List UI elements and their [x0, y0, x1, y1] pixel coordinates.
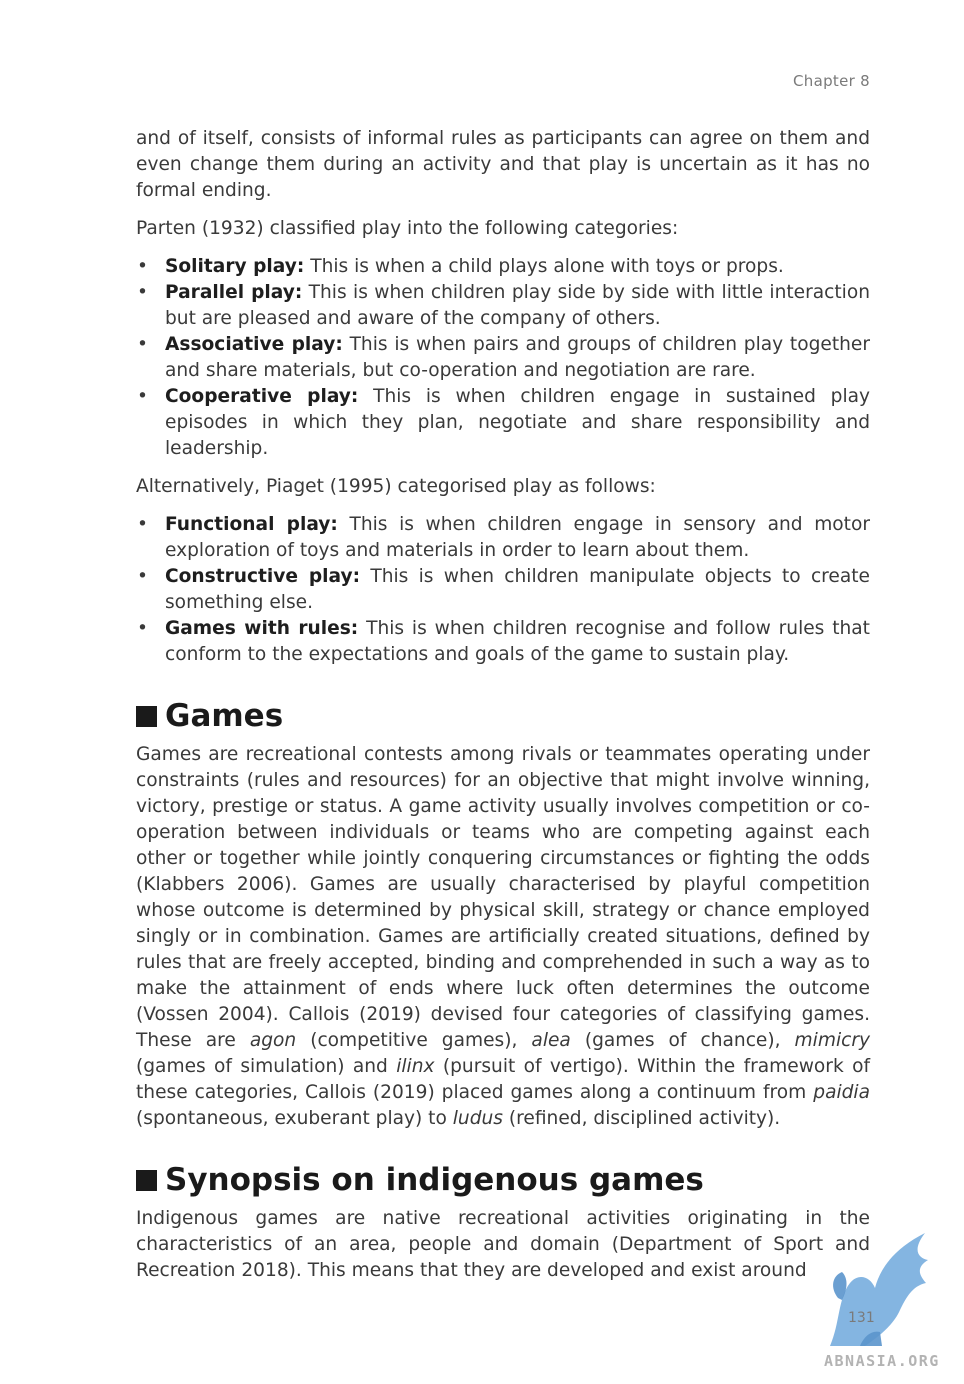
- winged-lion-logo-icon: [820, 1228, 930, 1353]
- list-item: • Associative play: This is when pairs and groups of children play together and share materials, but co-operation and negotiation are rare.: [136, 332, 870, 384]
- synopsis-paragraph: Indigenous games are native recreational activities originating in the characteristics of an area, people and domain (Department of Sport and Recreation 2018). This means that they are developed and exist around: [136, 1208, 870, 1281]
- list-item: • Cooperative play: This is when children engage in sustained play episodes in which they plan, negotiate and share responsibility and leadership.: [136, 384, 870, 462]
- square-bullet-icon: [136, 706, 157, 727]
- piaget-list: [136, 512, 870, 668]
- games-heading: Games: [136, 696, 870, 736]
- chapter-header: Chapter 8: [793, 72, 870, 90]
- intro-paragraph: and of itself, consists of informal rules as participants can agree on them and even change them during an activity and that play is uncertain as it has no formal ending.: [136, 128, 870, 201]
- list-item: • Constructive play: This is when children manipulate objects to create something else.: [136, 564, 870, 616]
- list-item: • Games with rules: This is when children recognise and follow rules that conform to the expectations and goals of the game to sustain play.: [136, 616, 870, 668]
- square-bullet-icon: [136, 1170, 157, 1191]
- parten-list: [136, 254, 870, 462]
- piaget-intro: Alternatively, Piaget (1995) categorised play as follows:: [136, 476, 656, 497]
- list-item: • Parallel play: This is when children play side by side with little interaction but are pleased and aware of the company of others.: [136, 280, 870, 332]
- list-item: • Functional play: This is when children engage in sensory and motor exploration of toys and materials in order to learn about them.: [136, 512, 870, 564]
- page-content: [136, 126, 870, 1284]
- synopsis-heading: Synopsis on indigenous games: [136, 1160, 870, 1200]
- games-paragraph: Games are recreational contests among rivals or teammates operating under constraints (rules and resources) for an objective that might involve winning, victory, prestige or status. A game activity usually involves competition or co-operation between individuals or teams who are competing against each other or together while jointly conquering circumstances or fighting the odds (Klabbers 2006). Games are usually characterised by playful competition whose outcome is determined by physical skill, strategy or chance employed singly or in combination. Games are artificially created situations, defined by rules that are freely accepted, binding and comprehended in such a way as to make the attainment of ends where luck often determines the outcome (Vossen 2004). Callois (2019) devised four categories of classifying games. These are agon (competitive games), alea (games of chance), mimicry (games of simulation) and ilinx (pursuit of vertigo). Within the framework of these categories, Callois (2019) placed games along a continuum from paidia (spontaneous, exuberant play) to ludus (refined, disciplined activity).: [136, 744, 870, 1129]
- page-number: 131: [848, 1310, 875, 1326]
- list-item: • Solitary play: This is when a child plays alone with toys or props.: [136, 254, 870, 280]
- parten-intro: Parten (1932) classified play into the following categories:: [136, 218, 679, 239]
- watermark-text: ABNASIA.ORG: [824, 1352, 940, 1370]
